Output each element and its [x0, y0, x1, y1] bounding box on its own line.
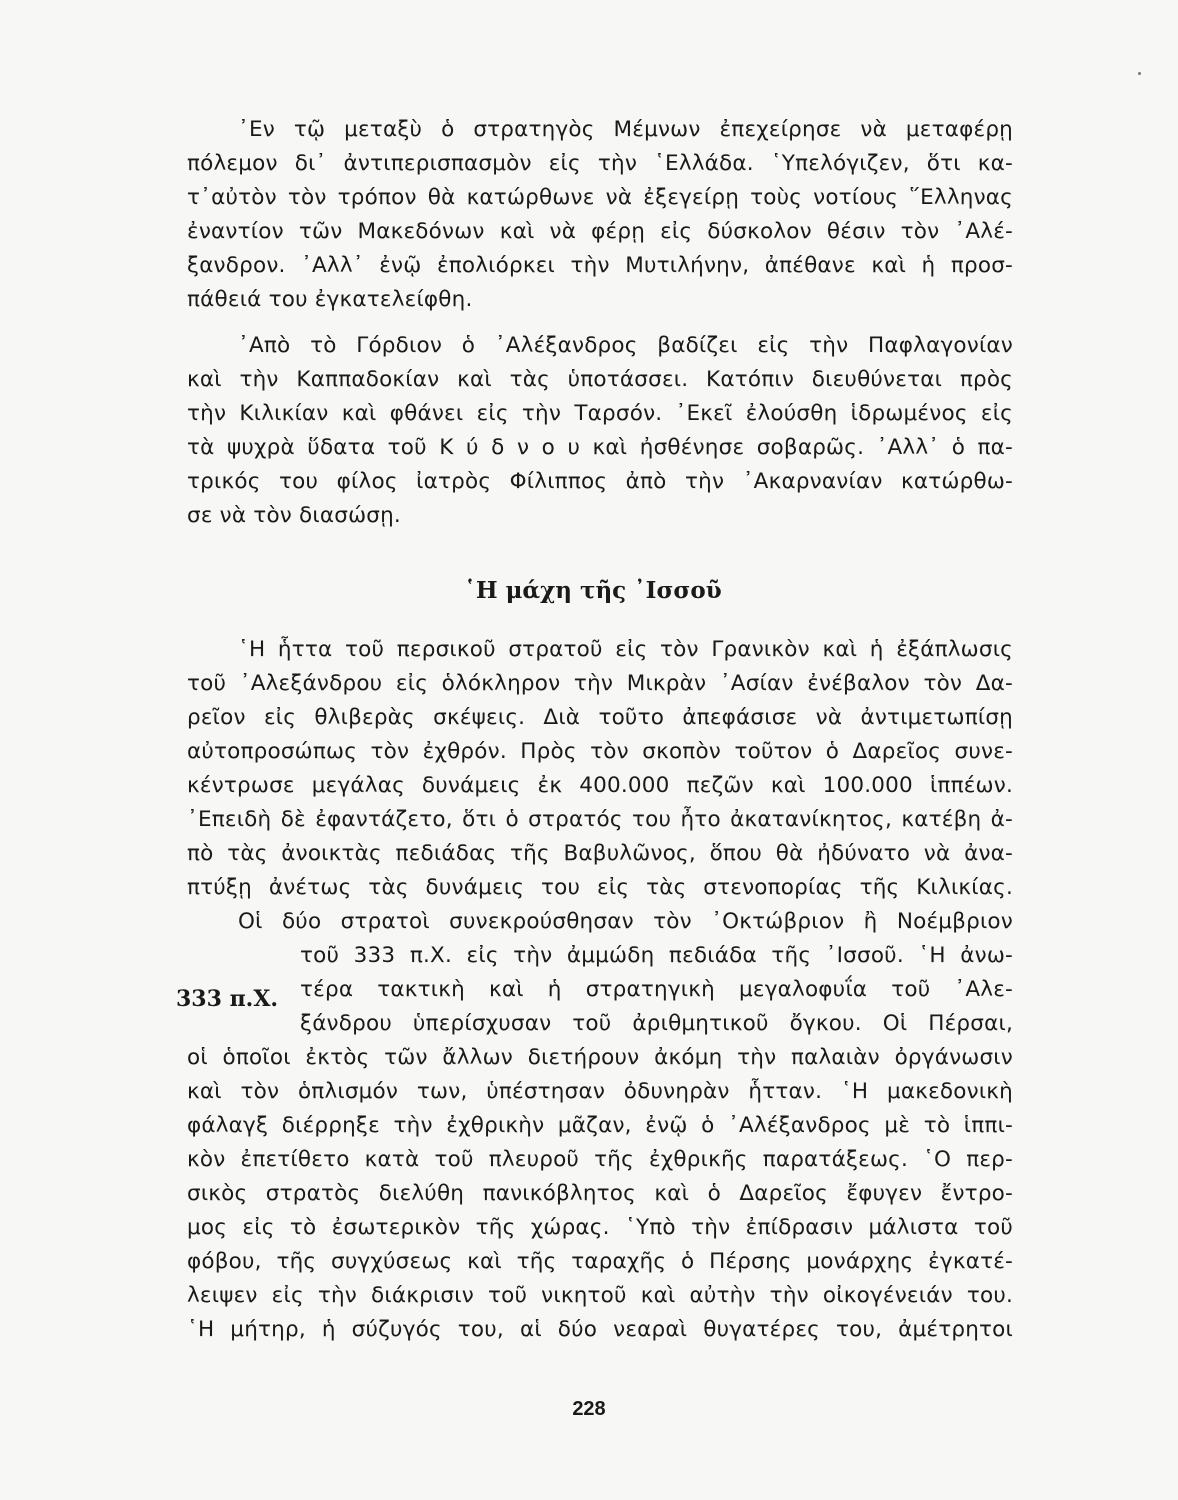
page-number: 228 — [572, 1398, 606, 1420]
text-line: ῾Η ἧττα τοῦ περσικοῦ στρατοῦ εἰς τὸν Γρανικὸν καὶ ἡ ἐξάπλωσις — [238, 637, 1013, 662]
text-line: φάλαγξ διέρρηξε τὴν ἐχθρικὴν μᾶζαν, ἐνῷ ὁ ᾿Αλέξανδρος μὲ τὸ ἱππι- — [187, 1113, 1013, 1138]
text-line: σε νὰ τὸν διασώσῃ. — [187, 503, 401, 528]
text-line: τ᾿αὐτὸν τὸν τρόπον θὰ κατώρθωνε νὰ ἐξεγείρῃ τοὺς νοτίους ῞Ελληνας — [187, 185, 1013, 210]
text-line: Οἱ δύο στρατοὶ συνεκρούσθησαν τὸν ᾿Οκτώβριον ἢ Νοέμβριον — [238, 909, 1013, 934]
text-line: οἱ ὁποῖοι ἐκτὸς τῶν ἄλλων διετήρουν ἀκόμη τὴν παλαιὰν ὀργάνωσιν — [187, 1045, 1013, 1070]
text-line: ἐναντίον τῶν Μακεδόνων καὶ νὰ φέρῃ εἰς δύσκολον θέσιν τὸν ᾿Αλέ- — [187, 219, 1013, 244]
text-line: αὐτοπροσώπως τὸν ἐχθρόν. Πρὸς τὸν σκοπὸν τοῦτον ὁ Δαρεῖος συνε- — [187, 739, 1013, 764]
text-line: τοῦ ᾿Αλεξάνδρου εἰς ὁλόκληρον τὴν Μικρὰν ᾿Ασίαν ἐνέβαλον τὸν Δα- — [187, 671, 1013, 696]
paper-speck — [1138, 72, 1141, 75]
text-line: ᾿Απὸ τὸ Γόρδιον ὁ ᾿Αλέξανδρος βαδίζει εἰς τὴν Παφλαγονίαν — [238, 333, 1013, 358]
text-line: τοῦ 333 π.Χ. εἰς τὴν ἀμμώδη πεδιάδα τῆς ᾿Ισσοῦ. ῾Η ἀνω- — [300, 943, 1013, 968]
text-line: ᾿Επειδὴ δὲ ἐφαντάζετο, ὅτι ὁ στρατός του ἦτο ἀκατανίκητος, κατέβη ἀ- — [187, 807, 1013, 832]
text-line: κὸν ἐπετίθετο κατὰ τοῦ πλευροῦ τῆς ἐχθρικῆς παρατάξεως. ῾Ο περ- — [187, 1147, 1013, 1172]
text-line: τέρα τακτικὴ καὶ ἡ στρατηγικὴ μεγαλοφυΐα τοῦ ᾿Αλε- — [300, 977, 1013, 1002]
text-line: τρικός του φίλος ἰατρὸς Φίλιππος ἀπὸ τὴν ᾿Ακαρνανίαν κατώρθω- — [187, 469, 1013, 494]
text-line: μος εἰς τὸ ἐσωτερικὸν τῆς χώρας. ῾Υπὸ τὴν ἐπίδρασιν μάλιστα τοῦ — [187, 1215, 1013, 1240]
text-line: πτύξῃ ἀνέτως τὰς δυνάμεις του εἰς τὰς στενοπορίας τῆς Κιλικίας. — [187, 875, 1013, 900]
text-line: ξανδρον. ᾿Αλλ᾿ ἐνῷ ἐπολιόρκει τὴν Μυτιλήνην, ἀπέθανε καὶ ἡ προσ- — [187, 253, 1013, 278]
section-heading-text: ῾Η μάχη τῆς ᾿Ισσοῦ — [464, 577, 722, 604]
text-line: φόβου, τῆς συγχύσεως καὶ τῆς ταραχῆς ὁ Πέρσης μονάρχης ἐγκατέ- — [187, 1249, 1013, 1274]
text-line: ρεῖον εἰς θλιβερὰς σκέψεις. Διὰ τοῦτο ἀπεφάσισε νὰ ἀντιμετωπίσῃ — [187, 705, 1013, 730]
text-line: σικὸς στρατὸς διελύθη πανικόβλητος καὶ ὁ Δαρεῖος ἔφυγεν ἔντρο- — [187, 1181, 1013, 1206]
text-line: πόλεμον δι᾿ ἀντιπερισπασμὸν εἰς τὴν ῾Ελλάδα. ῾Υπελόγιζεν, ὅτι κα- — [187, 151, 1013, 176]
margin-date-note: 333 π.Χ. — [176, 986, 279, 1012]
text-line: καὶ τὴν Καππαδοκίαν καὶ τὰς ὑποτάσσει. Κατόπιν διευθύνεται πρὸς — [187, 367, 1013, 392]
text-line: τὴν Κιλικίαν καὶ φθάνει εἰς τὴν Ταρσόν. ᾿Εκεῖ ἐλούσθη ἱδρωμένος εἰς — [187, 401, 1013, 426]
text-line: ξάνδρου ὑπερίσχυσαν τοῦ ἀριθμητικοῦ ὄγκου. Οἱ Πέρσαι, — [300, 1011, 1013, 1036]
text-line: πάθειά του ἐγκατελείφθη. — [187, 287, 473, 312]
text-line: τὰ ψυχρὰ ὕδατα τοῦ Κ ύ δ ν ο υ καὶ ἠσθένησε σοβαρῶς. ᾿Αλλ᾿ ὁ πα- — [187, 435, 1013, 460]
text-line: ῾Η μήτηρ, ἡ σύζυγός του, αἱ δύο νεαραὶ θυγατέρες του, ἀμέτρητοι — [187, 1317, 1013, 1342]
text-line: ᾿Εν τῷ μεταξὺ ὁ στρατηγὸς Μέμνων ἐπεχείρησε νὰ μεταφέρῃ — [238, 117, 1013, 142]
text-line: καὶ τὸν ὁπλισμόν των, ὑπέστησαν ὀδυνηρὰν ἧτταν. ῾Η μακεδονικὴ — [187, 1079, 1013, 1104]
text-line: κέντρωσε μεγάλας δυνάμεις ἐκ 400.000 πεζῶν καὶ 100.000 ἱππέων. — [187, 773, 1013, 798]
text-line: πὸ τὰς ἀνοικτὰς πεδιάδας τῆς Βαβυλῶνος, ὅπου θὰ ἠδύνατο νὰ ἀνα- — [187, 841, 1013, 866]
section-heading — [0, 574, 1178, 608]
text-line: λειψεν εἰς τὴν διάκρισιν τοῦ νικητοῦ καὶ αὐτὴν τὴν οἰκογένειάν του. — [187, 1283, 1013, 1308]
